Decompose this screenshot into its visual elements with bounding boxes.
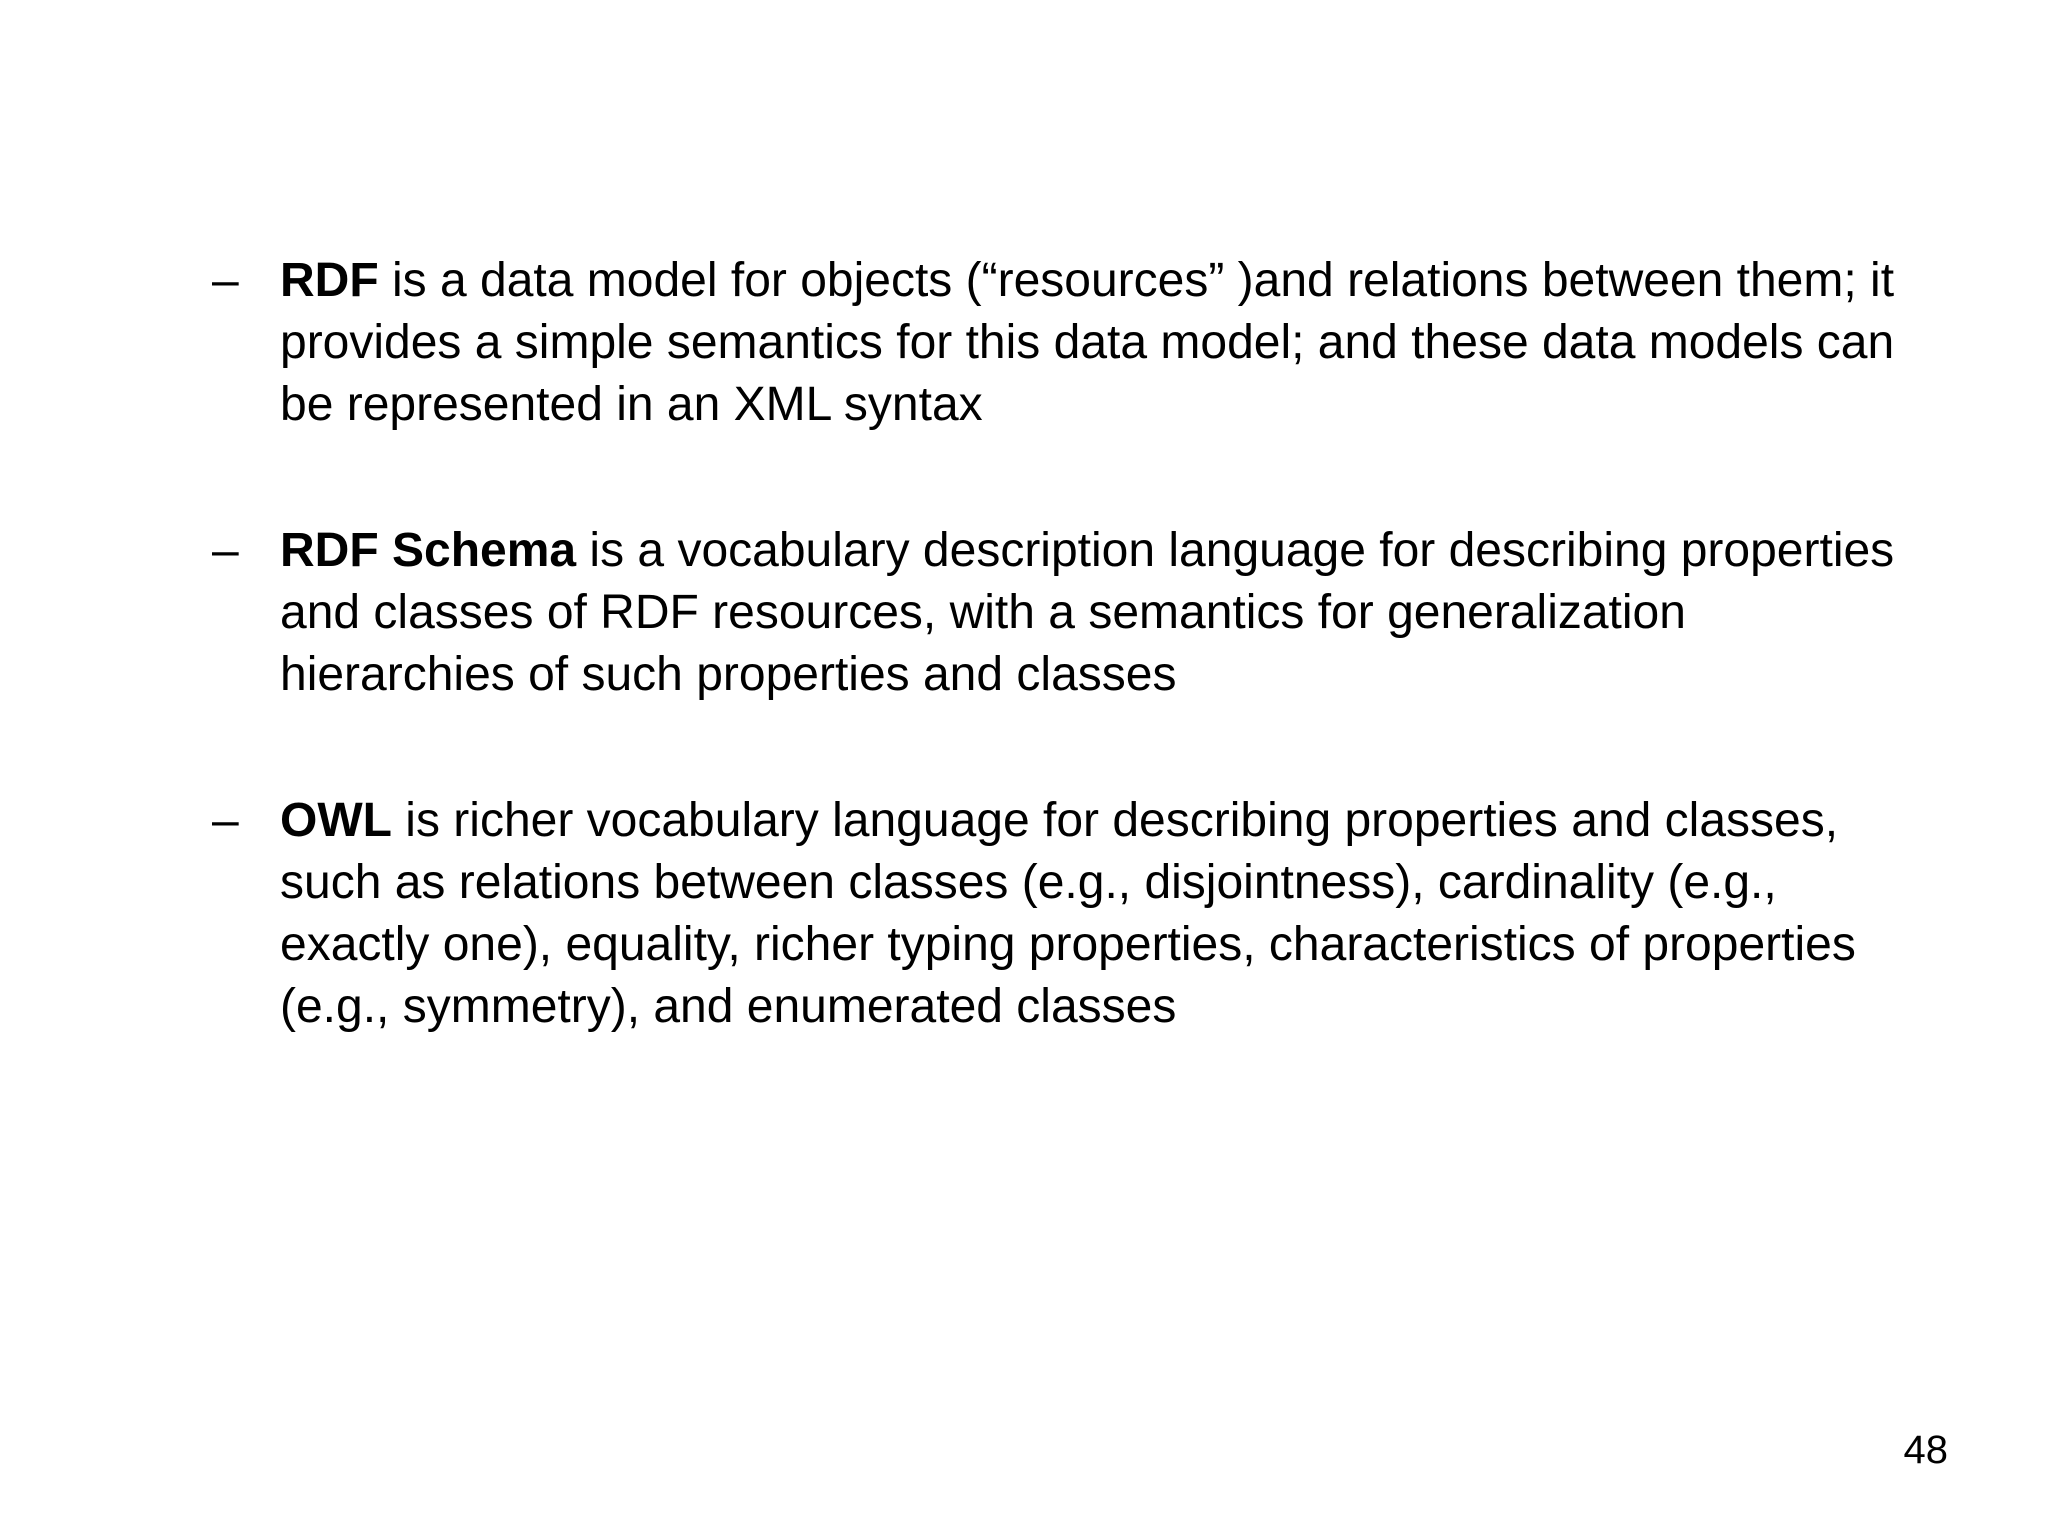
bullet-term: OWL: [280, 794, 392, 847]
bullet-text: is a data model for objects (“resources” )and relations between them; it provides a simple semantics for this data model; and these data models can be represented in an XML syntax: [280, 254, 1895, 431]
bullet-term: RDF: [280, 254, 379, 307]
bullet-term: RDF Schema: [280, 524, 577, 577]
bullet-marker: –: [212, 524, 239, 577]
bullet-text: is a vocabulary description language for describing properties and classes of RDF resources, with a semantics for generalization hierarchies of such properties and classes: [280, 524, 1895, 701]
bullet-marker: –: [212, 254, 239, 307]
bullet-rdf: [212, 250, 1932, 436]
page-number: 48: [1903, 1428, 1948, 1472]
bullet-list: [212, 250, 1932, 1038]
bullet-owl: [212, 790, 1932, 1038]
bullet-marker: –: [212, 794, 239, 847]
bullet-rdf-schema: [212, 520, 1932, 706]
bullet-text: is richer vocabulary language for describing properties and classes, such as relations between classes (e.g., disjointness), cardinality (e.g., exactly one), equality, richer typing properties, characteristics of properties (e.g., symmetry), and enumerated classes: [280, 794, 1856, 1033]
